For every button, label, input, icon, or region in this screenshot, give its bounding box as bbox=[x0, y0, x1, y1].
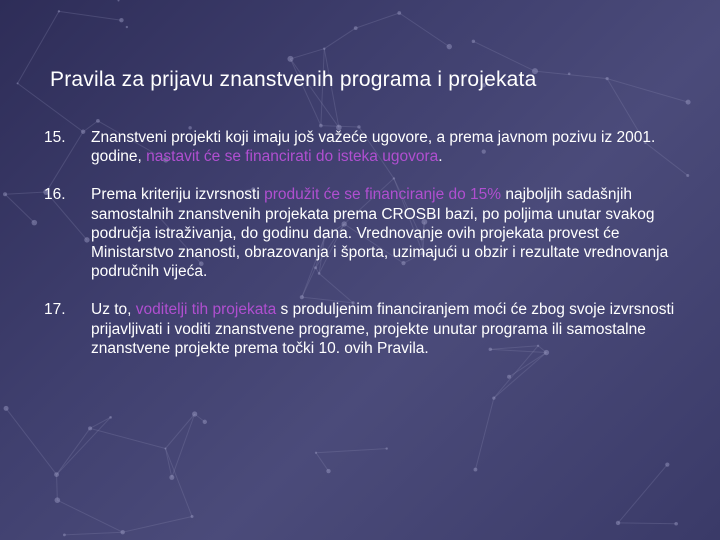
rule-text-part: Uz to, bbox=[91, 301, 136, 319]
rule-text-part: Prema kriteriju izvrsnosti bbox=[91, 186, 265, 204]
rule-text-part: . bbox=[438, 148, 443, 166]
rule-highlight: voditelji tih projekata bbox=[135, 301, 277, 319]
rule-item-16 bbox=[44, 185, 694, 281]
rule-number: 15. bbox=[44, 129, 66, 146]
rule-item-17 bbox=[44, 300, 694, 358]
rule-text-part: najboljih sadašnjih samostalnih znanstvenih projekata prema CROSBI bazi, po poljima unutar svakog područja istraživanja, do godinu dana. Vrednovanje ovih projekata provest će Ministarstvo znanosti, obrazovanja i športa, uzimajući u obzir i rezultate vrednovanja područnih vijeća. bbox=[91, 186, 669, 281]
rule-item-15 bbox=[44, 128, 694, 166]
rule-highlight: produžit će se financiranje do 15% bbox=[264, 186, 502, 204]
rule-number: 17. bbox=[44, 301, 66, 319]
slide-title: Pravila za prijavu znanstvenih programa i projekata bbox=[50, 68, 537, 91]
rule-text bbox=[91, 301, 674, 356]
rule-text-part: Znanstveni projekti koji imaju još važeće ugovore, a prema javnom pozivu iz 2001. godine, bbox=[91, 129, 656, 166]
rule-number: 16. bbox=[44, 186, 66, 204]
rules-list bbox=[44, 128, 694, 377]
rule-text-part: s produljenim financiranjem moći će zbog svoje izvrsnosti prijavljivati i voditi znanstvene programe, projekte unutar programa ili samostalne znanstvene projekte prema točki 10. ovih Pravila. bbox=[91, 301, 675, 357]
rule-text bbox=[91, 129, 655, 165]
rule-text bbox=[91, 186, 668, 280]
rule-highlight: nastavit će se financirati do isteka ugovora bbox=[146, 148, 439, 166]
